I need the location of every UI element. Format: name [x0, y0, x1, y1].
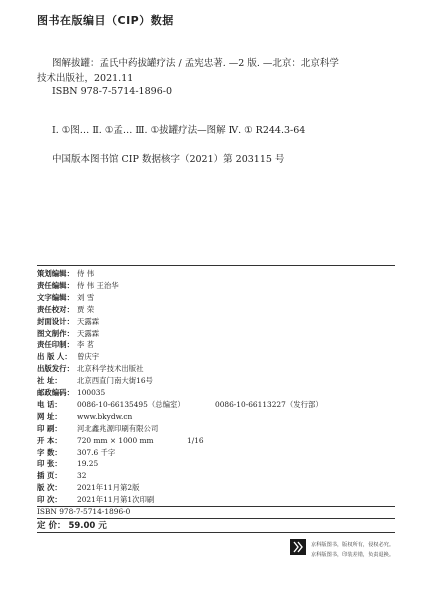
colophon-value: 贾 荣	[77, 304, 95, 314]
colophon-value: 天露霖	[77, 316, 100, 326]
price-value: 59.00 元	[68, 521, 107, 531]
colophon-label: 图文制作：	[37, 328, 74, 338]
colophon-value: 侍 伟	[77, 269, 95, 278]
publisher-logo-icon	[290, 539, 306, 555]
printing-error-notice: 京科版图书，印装差错，负责退换。	[311, 552, 395, 558]
colophon-label: 开 本：	[37, 435, 62, 445]
colophon-bottom-rule	[37, 532, 395, 533]
colophon-price	[37, 519, 107, 531]
cip-isbn: ISBN 978-7-5714-1896-0	[52, 86, 172, 97]
colophon-label: 印 刷：	[37, 423, 62, 433]
colophon-value: 天露霖	[77, 328, 100, 338]
colophon-label: 印 次：	[37, 495, 62, 505]
cip-title: 图书在版编目（CIP）数据	[37, 14, 174, 27]
colophon-value: 北京科学技术出版社	[77, 364, 144, 374]
colophon-label: 出 版 人：	[37, 352, 72, 362]
colophon-label: 插 页：	[37, 471, 62, 481]
colophon-label: 版 次：	[37, 483, 62, 493]
copyright-notice: 京科版图书，版权所有，侵权必究。	[311, 542, 395, 548]
colophon-value: 刘 雪	[77, 292, 95, 302]
colophon-value: 100035	[77, 388, 106, 397]
colophon-value: 河北鑫兆源印刷有限公司	[77, 423, 159, 433]
colophon-value: 0086-10-66135495（总编室）	[77, 399, 185, 409]
colophon-value: 曾庆宇	[77, 352, 100, 362]
colophon-label: 电 话：	[37, 399, 62, 409]
cip-bibliographic-line-1: 图解拔罐：孟氏中药拔罐疗法 / 孟宪忠著. —2 版. —北京：北京科学	[52, 58, 339, 69]
colophon-label: 责任印制：	[37, 340, 74, 350]
colophon-value: 李 茗	[77, 340, 95, 350]
colophon-value: 32	[77, 471, 87, 481]
colophon-label: 责任校对：	[37, 304, 74, 314]
colophon-label: 印 张：	[37, 459, 62, 469]
colophon-value: 2021年11月第2版	[77, 483, 140, 493]
colophon-value: 19.25	[77, 459, 99, 469]
colophon-value: 侍 伟 王治华	[77, 280, 119, 290]
colophon-label: 网 址：	[37, 411, 62, 421]
colophon-label: 社 址：	[37, 376, 62, 386]
colophon-label: 出版发行：	[37, 364, 74, 374]
colophon-label: 封面设计：	[37, 316, 74, 326]
colophon-label: 文字编辑：	[37, 292, 74, 302]
colophon-top-rule	[37, 265, 395, 266]
price-label: 定 价：	[37, 521, 66, 531]
colophon-value-extra: 1/16	[187, 435, 204, 445]
colophon-label: 策划编辑：	[37, 269, 74, 278]
colophon-value: 307.6 千字	[77, 447, 116, 457]
colophon-label: 字 数：	[37, 447, 62, 457]
colophon-value-extra: 0086-10-66113227（发行部）	[215, 399, 323, 409]
colophon-value: 720 mm × 1000 mm	[77, 435, 154, 445]
colophon-value: 2021年11月第1次印刷	[77, 495, 155, 505]
colophon-value: www.bkydw.cn	[77, 411, 133, 421]
colophon-label: 邮政编码：	[37, 388, 74, 397]
cip-data-number: 中国版本图书馆 CIP 数据核字（2021）第 203115 号	[52, 154, 285, 165]
cip-classification: Ⅰ. ①图… Ⅱ. ①孟… Ⅲ. ①拔罐疗法—图解 Ⅳ. ① R244.3-64	[52, 125, 306, 136]
colophon-label: 责任编辑：	[37, 280, 74, 290]
cip-bibliographic-line-2: 技术出版社，2021.11	[37, 73, 134, 84]
colophon-value: 北京西直门南大街16号	[77, 376, 153, 386]
